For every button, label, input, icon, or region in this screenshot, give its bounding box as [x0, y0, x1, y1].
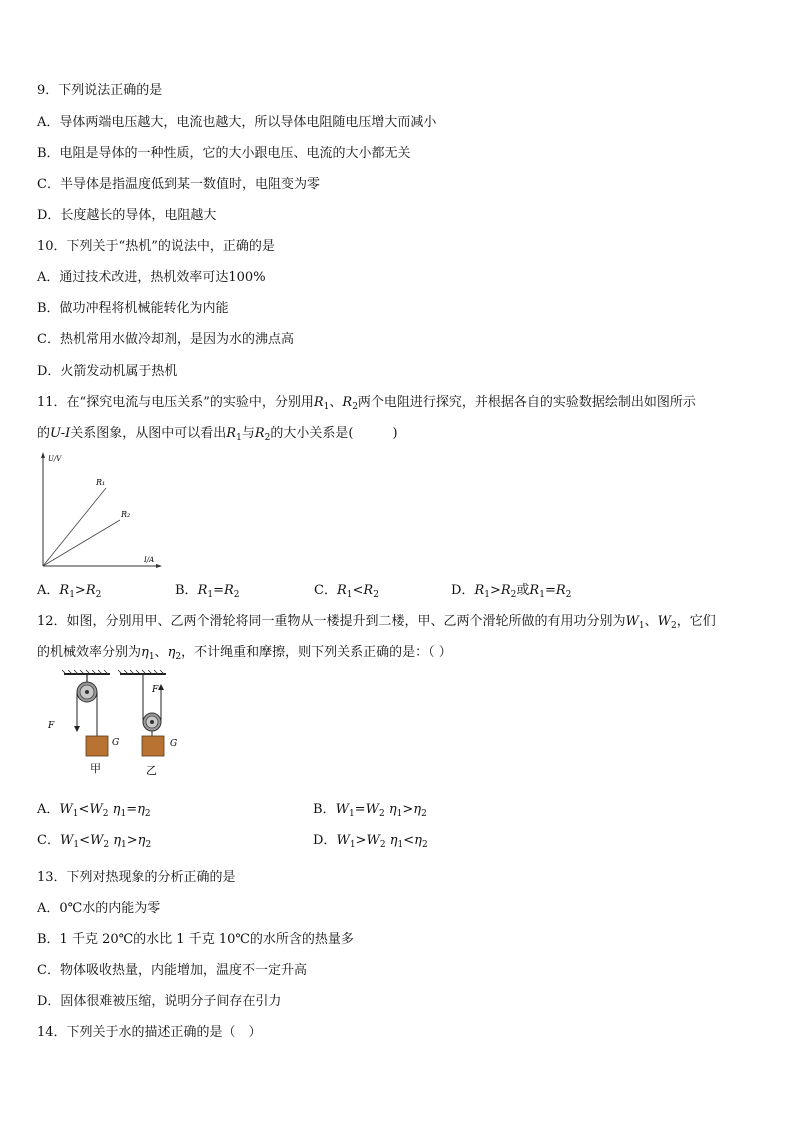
label-jia: 甲 [90, 762, 101, 775]
x-axis-arrow [156, 564, 162, 568]
r2-line [43, 520, 120, 566]
q11-option-a: A．$R_1>R_2$ [37, 583, 102, 600]
q10-option-b: B．做功冲程将机械能转化为内能 [37, 301, 229, 316]
q13-option-a: A．0℃水的内能为零 [37, 901, 161, 916]
q10-option-d: D．火箭发动机属于热机 [37, 364, 178, 379]
q9-option-b: B．电阻是导体的一种性质，它的大小跟电压、电流的大小都无关 [37, 146, 411, 161]
q12-option-c: C．$W_1<W_2$ $\eta_1>\eta_2$ [37, 833, 152, 850]
force-label-right: F [152, 685, 159, 695]
q9-stem: 9．下列说法正确的是 [37, 83, 163, 98]
q12-stem-line2: 的机械效率分别为$\eta_1$、$\eta_2$，不计绳重和摩擦，则下列关系正确的是：（ ） [37, 645, 452, 662]
fixed-pulley [47, 670, 119, 775]
q9-option-c: C．半导体是指温度低到某一数值时，电阻变为零 [37, 177, 320, 192]
weight-block-left [86, 736, 108, 756]
y-axis-label: U/V [48, 455, 62, 463]
y-axis-arrow [41, 452, 45, 458]
q11-ui-graph [36, 452, 166, 570]
q11-stem-line2: 的U-I关系图象，从图中可以看出$R_1$与$R_2$的大小关系是( ) [37, 426, 398, 443]
q11-option-d: D．$R_1>R_2$或$R_1=R_2$ [451, 583, 572, 600]
q14-stem: 14．下列关于水的描述正确的是（ ） [37, 1025, 262, 1040]
weight-label-right: G [170, 739, 178, 749]
q9-option-a: A．导体两端电压越大，电流也越大，所以导体电阻随电压增大而减小 [37, 115, 437, 130]
x-axis-label: I/A [144, 556, 155, 564]
q13-option-d: D．固体很难被压缩，说明分子间存在引力 [37, 994, 282, 1009]
r1-label: R₁ [96, 478, 106, 487]
q11-options [37, 582, 757, 600]
r2-label: R₂ [121, 510, 131, 519]
label-yi: 乙 [146, 764, 157, 777]
q12-options-row1 [37, 801, 757, 819]
q10-option-c: C．热机常用水做冷却剂，是因为水的沸点高 [37, 332, 294, 347]
q12-option-b: B．$W_1=W_2$ $\eta_1>\eta_2$ [313, 802, 427, 819]
q10-stem: 10．下列关于“热机”的说法中，正确的是 [37, 239, 275, 254]
q12-stem-line1: 12．如图，分别用甲、乙两个滑轮将同一重物从一楼提升到二楼，甲、乙两个滑轮所做的有用功分别为$W_1$、$W_2$，它们 [37, 614, 716, 631]
q13-option-c: C．物体吸收热量，内能增加，温度不一定升高 [37, 963, 307, 978]
weight-label-left: G [112, 738, 120, 748]
q12-option-d: D．$W_1>W_2$ $\eta_1<\eta_2$ [313, 833, 428, 850]
q9-option-d: D．长度越长的导体，电阻越大 [37, 208, 217, 223]
q11-stem-line1: 11．在“探究电流与电压关系”的实验中，分别用$R_1$、$R_2$两个电阻进行探究，并根据各自的实验数据绘制出如图所示 [37, 395, 696, 412]
q12-pulley-figure [44, 670, 194, 780]
q12-options-row2 [37, 832, 757, 850]
q10-option-a: A．通过技术改进，热机效率可达100% [37, 270, 266, 285]
q13-stem: 13．下列对热现象的分析正确的是 [37, 870, 236, 885]
q12-option-a: A．$W_1<W_2$ $\eta_1=\eta_2$ [37, 802, 151, 819]
movable-pulley [118, 670, 177, 777]
r1-line [43, 488, 106, 566]
q11-option-b: B．$R_1=R_2$ [175, 583, 240, 600]
q11-option-c: C．$R_1<R_2$ [314, 583, 379, 600]
q13-option-b: B．1 千克 20℃的水比 1 千克 10℃的水所含的热量多 [37, 932, 354, 947]
weight-block-right [142, 736, 164, 756]
force-label-left: F [48, 721, 55, 731]
